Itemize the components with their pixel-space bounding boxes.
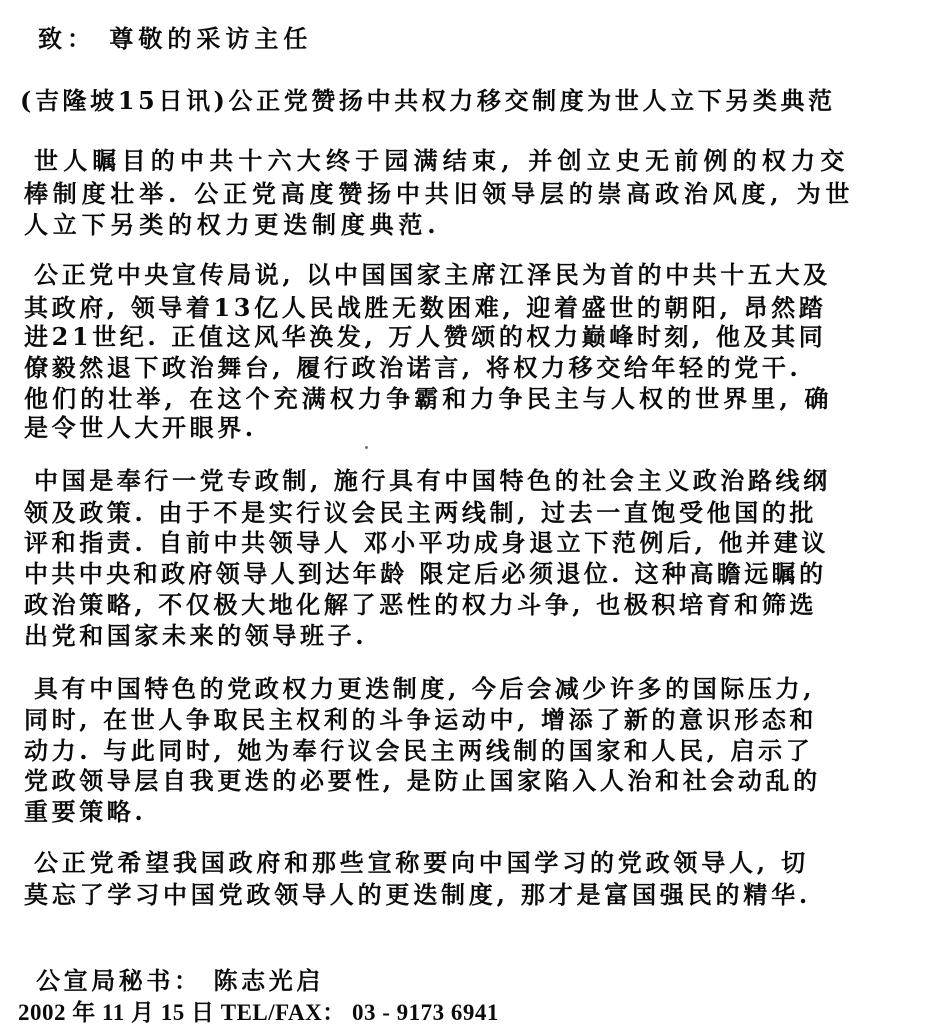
paragraph-line: 评和指责. 自前中共领导人 邓小平功成身退立下范例后, 他并建议 xyxy=(24,528,829,557)
paragraph-line: 公正党中央宣传局说, 以中国国家主席江泽民为首的中共十五大及 xyxy=(34,260,831,289)
paragraph-line: 僚毅然退下政治舞台, 履行政治诺言, 将权力移交给年轻的党干. xyxy=(24,353,802,382)
paragraph-line: 他们的壮举, 在这个充满权力争霸和力争民主与人权的世界里, 确 xyxy=(24,384,833,413)
date-contact-line: 2002 年 11 月 15 日 TEL/FAX： 03 - 9173 6941 xyxy=(18,1000,499,1025)
paragraph-line: 莫忘了学习中国党政领导人的更迭制度, 那才是富国强民的精华. xyxy=(24,880,812,909)
paragraph-line: 同时, 在世人争取民主权利的斗争运动中, 增添了新的意识形态和 xyxy=(24,705,818,734)
paragraph-line: 棒制度壮举. 公正党高度赞扬中共旧领导层的崇高政治风度, 为世 xyxy=(24,179,855,208)
paragraph-line: 党政领导层自我更迭的必要性, 是防止国家陷入人治和社会动乱的 xyxy=(24,766,821,795)
paragraph-line: 世人瞩目的中共十六大终于园满结束, 并创立史无前例的权力交 xyxy=(34,146,850,175)
salutation: 致： 尊敬的采访主任 xyxy=(38,24,313,53)
signer-line: 公宣局秘书： 陈志光启 xyxy=(36,966,324,995)
paragraph-line: 动力. 与此同时, 她为奉行议会民主两线制的国家和人民, 启示了 xyxy=(24,736,814,765)
paragraph-line: 重要策略. xyxy=(24,797,147,826)
paragraph-line: 公正党希望我国政府和那些宣称要向中国学习的党政领导人, 切 xyxy=(34,848,809,877)
paragraph-line: 出党和国家未来的领导班子. xyxy=(24,621,368,650)
paragraph-line: 进21世纪. 正值这风华涣发, 万人赞颂的权力巅峰时刻, 他及其同 xyxy=(24,322,827,351)
paragraph-line: 政治策略, 不仅极大地化解了恶性的权力斗争, 也极积培育和筛选 xyxy=(24,590,818,619)
scan-speck xyxy=(365,446,368,449)
headline: (吉隆坡15日讯)公正党赞扬中共权力移交制度为世人立下另类典范 xyxy=(20,86,836,115)
paragraph-line: 具有中国特色的党政权力更迭制度, 今后会减少许多的国际压力, xyxy=(34,674,816,703)
paragraph-line: 中共中央和政府领导人到达年龄 限定后必须退位. 这种高瞻远瞩的 xyxy=(24,559,827,588)
paragraph-line: 是令世人大开眼界. xyxy=(24,413,257,442)
paragraph-line: 其政府, 领导着13亿人民战胜无数困难, 迎着盛世的朝阳, 昂然踏 xyxy=(24,293,827,322)
paragraph-line: 人立下另类的权力更迭制度典范. xyxy=(24,210,441,239)
paragraph-line: 中国是奉行一党专政制, 施行具有中国特色的社会主义政治路线纲 xyxy=(34,466,831,495)
paragraph-line: 领及政策. 由于不是实行议会民主两线制, 过去一直饱受他国的批 xyxy=(24,498,818,527)
